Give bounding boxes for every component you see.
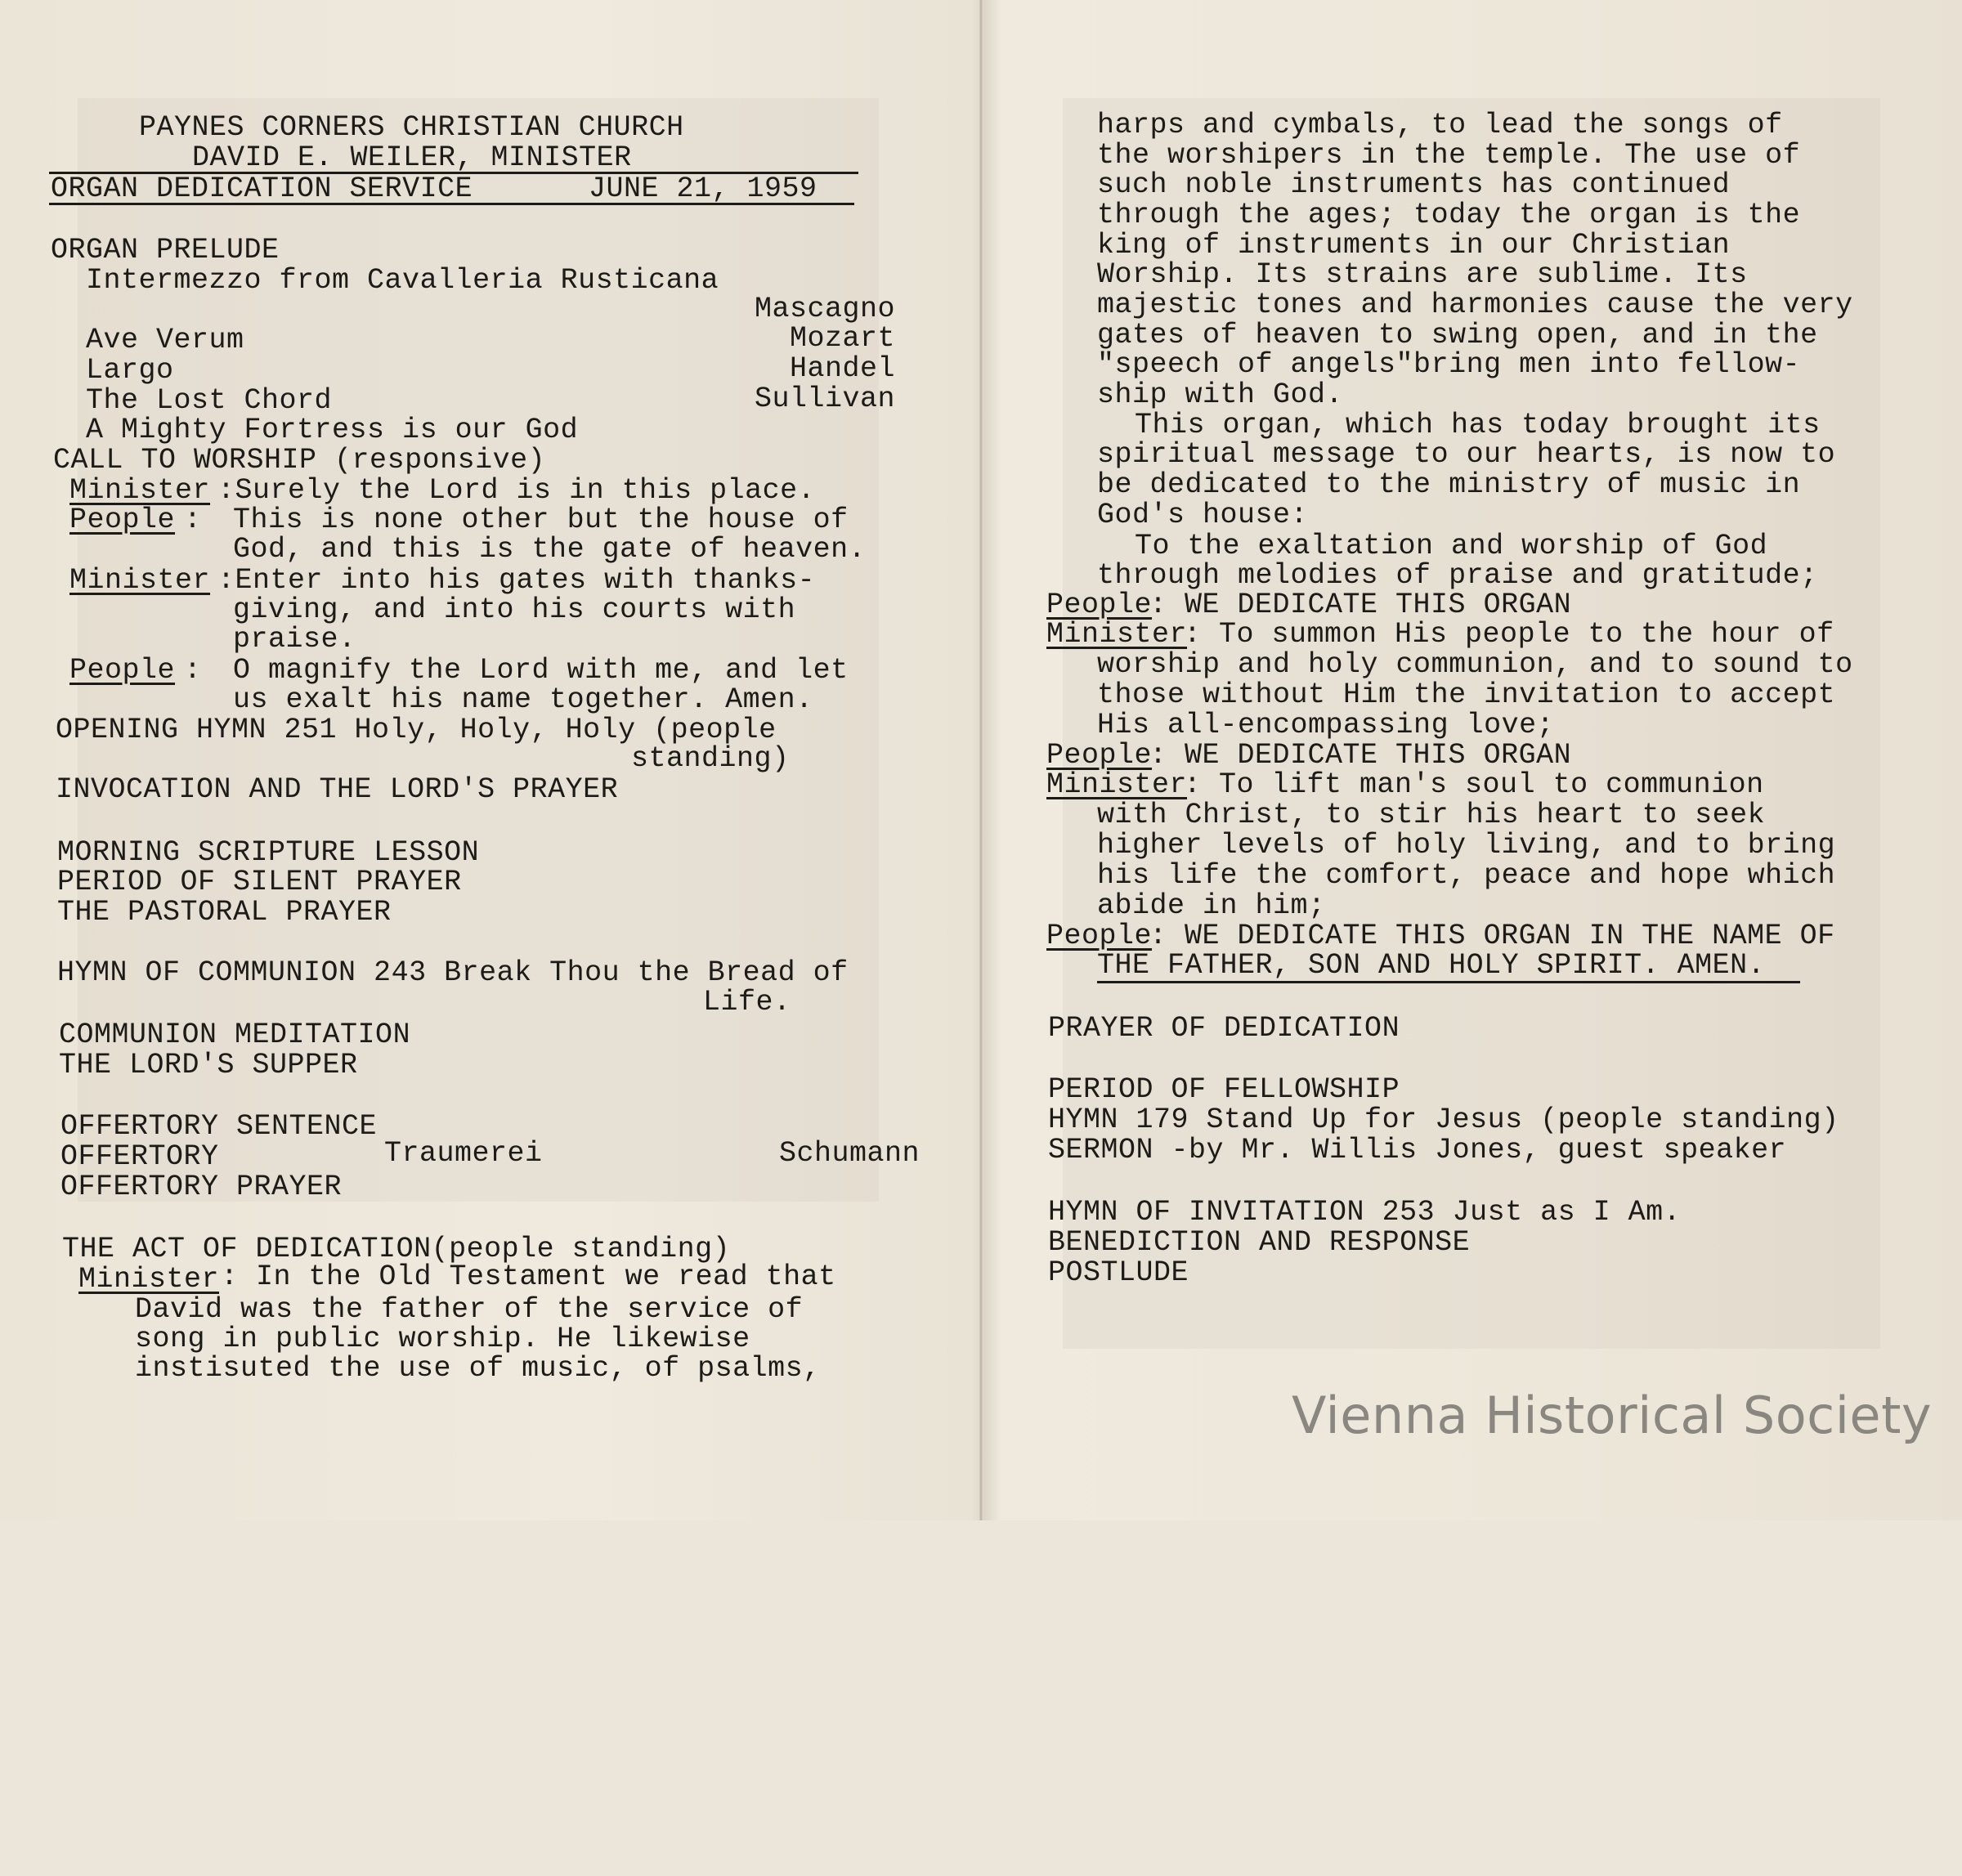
right-p2-line-3: be dedicated to the ministry of music in [1097, 468, 1801, 501]
right-minister-1-line-1: : To summon His people to the hour of [1184, 618, 1834, 651]
prelude-composer-1: Mascagno [754, 293, 895, 325]
right-minister-label-2: Minister [1046, 768, 1188, 801]
service-title: ORGAN DEDICATION SERVICE [51, 172, 473, 205]
right-p2-line-4: God's house: [1097, 499, 1309, 531]
hymn-of-invitation: HYMN OF INVITATION 253 Just as I Am. [1048, 1196, 1682, 1229]
right-people-label-1: People [1046, 589, 1153, 621]
postlude: POSTLUDE [1048, 1256, 1189, 1289]
call-people-line-1a: This is none other but the house of [233, 504, 849, 536]
right-p1-line-7: majestic tones and harmonies cause the very [1097, 289, 1853, 321]
response-3-underline [1097, 981, 1800, 983]
pastoral-prayer: THE PASTORAL PRAYER [57, 896, 392, 929]
service-date: JUNE 21, 1959 [589, 172, 818, 205]
church-name: PAYNES CORNERS CHRISTIAN CHURCH [139, 111, 684, 144]
call-people-colon-1: : [184, 504, 202, 536]
right-minister-1-line-3: those without Him the invitation to accept [1097, 678, 1836, 711]
right-minister-1-line-4: His all-encompassing love; [1097, 709, 1555, 741]
right-p1-line-10: ship with God. [1097, 378, 1344, 411]
offertory-composer: Schumann [778, 1137, 920, 1170]
right-people-label-2: People [1046, 739, 1153, 772]
call-minister-line-2b: giving, and into his courts with [233, 593, 796, 626]
prelude-piece-3: Largo [86, 354, 174, 387]
call-minister-label-2: Minister [69, 564, 211, 597]
prelude-composer-3: Handel [789, 352, 895, 385]
call-people-label-2: People [69, 654, 176, 687]
right-response-1: : WE DEDICATE THIS ORGAN [1149, 589, 1572, 621]
prelude-piece-5: A Mighty Fortress is our God [86, 414, 579, 446]
prelude-composer-4: Sullivan [754, 383, 895, 415]
right-p1-line-3: such noble instruments has continued [1097, 168, 1731, 201]
communion-meditation: COMMUNION MEDITATION [59, 1019, 411, 1051]
prelude-piece-2: Ave Verum [86, 324, 244, 356]
right-p1-line-8: gates of heaven to swing open, and in the [1097, 319, 1818, 351]
right-response-3b: THE FATHER, SON AND HOLY SPIRIT. AMEN. [1097, 949, 1766, 982]
offertory-prayer: OFFERTORY PRAYER [60, 1171, 343, 1203]
call-people-colon-2: : [184, 654, 202, 687]
prayer-of-dedication: PRAYER OF DEDICATION [1048, 1012, 1400, 1045]
right-minister-2-line-5: abide in him; [1097, 889, 1326, 922]
call-minister-line-2c: praise. [233, 623, 356, 656]
dedication-minister-label: Minister [78, 1263, 220, 1296]
right-minister-1-line-2: worship and holy communion, and to sound to [1097, 648, 1853, 681]
right-p1-line-4: through the ages; today the organ is the [1097, 199, 1801, 231]
call-minister-line-2a: :Enter into his gates with thanks- [217, 564, 816, 597]
dedication-line-4: instisuted the use of music, of psalms, [135, 1352, 821, 1385]
sermon: SERMON -by Mr. Willis Jones, guest speaker [1048, 1134, 1787, 1166]
period-of-fellowship: PERIOD OF FELLOWSHIP [1048, 1073, 1400, 1106]
prelude-piece-1: Intermezzo from Cavalleria Rusticana [86, 264, 719, 297]
call-people-label-1: People [69, 504, 176, 536]
dedication-title: THE ACT OF DEDICATION(people standing) [62, 1233, 731, 1265]
minister-name: DAVID E. WEILER, MINISTER [192, 141, 632, 174]
prelude-title: ORGAN PRELUDE [51, 234, 280, 266]
silent-prayer: PERIOD OF SILENT PRAYER [57, 866, 462, 898]
right-minister-2-line-2: with Christ, to stir his heart to seek [1097, 799, 1766, 831]
right-minister-2-line-3: higher levels of holy living, and to bring [1097, 829, 1836, 862]
right-people-label-3: People [1046, 920, 1153, 952]
right-p1-line-6: Worship. Its strains are sublime. Its [1097, 258, 1748, 291]
right-page [1046, 0, 1954, 1520]
right-minister-2-line-4: his life the comfort, peace and hope which [1097, 859, 1836, 892]
lords-supper: THE LORD'S SUPPER [59, 1049, 358, 1081]
communion-hymn-line-1: HYMN OF COMMUNION 243 Break Thou the Bread of [57, 956, 849, 989]
call-people-line-1b: God, and this is the gate of heaven. [233, 533, 867, 566]
offertory-piece: Traumerei [384, 1137, 543, 1170]
offertory-label: OFFERTORY [60, 1140, 219, 1173]
right-p3-line-2: through melodies of praise and gratitude; [1097, 559, 1818, 592]
opening-hymn-line-1: OPENING HYMN 251 Holy, Holy, Holy (people [56, 714, 777, 746]
call-people-line-2b: us exalt his name together. Amen. [233, 683, 813, 716]
dedication-line-1: : In the Old Testament we read that [221, 1260, 836, 1293]
right-p2-line-1: This organ, which has today brought its [1135, 409, 1821, 441]
hymn-179: HYMN 179 Stand Up for Jesus (people standing) [1048, 1104, 1839, 1136]
prelude-piece-4: The Lost Chord [86, 384, 333, 417]
right-p2-line-2: spiritual message to our hearts, is now to [1097, 438, 1836, 471]
right-response-2: : WE DEDICATE THIS ORGAN [1149, 739, 1572, 772]
dedication-line-3: song in public worship. He likewise [135, 1323, 750, 1355]
communion-hymn-line-2: Life. [703, 986, 791, 1019]
center-fold [979, 0, 983, 1520]
invocation: INVOCATION AND THE LORD'S PRAYER [56, 773, 619, 806]
right-p1-line-1: harps and cymbals, to lead the songs of [1097, 109, 1783, 141]
dedication-line-2: David was the father of the service of [135, 1293, 804, 1326]
prelude-composer-2: Mozart [789, 322, 895, 355]
call-title: CALL TO WORSHIP (responsive) [53, 444, 546, 477]
right-minister-2-line-1: : To lift man's soul to communion [1184, 768, 1764, 801]
offertory-sentence: OFFERTORY SENTENCE [60, 1110, 378, 1143]
left-page [49, 0, 965, 1520]
call-people-line-2a: O magnify the Lord with me, and let [233, 654, 849, 687]
right-p1-line-5: king of instruments in our Christian [1097, 229, 1731, 262]
watermark-vienna-historical-society: Vienna Historical Society [1292, 1386, 1933, 1445]
call-minister-line-1: :Surely the Lord is in this place. [217, 474, 816, 507]
right-response-3a: : WE DEDICATE THIS ORGAN IN THE NAME OF [1149, 920, 1835, 952]
scripture-lesson: MORNING SCRIPTURE LESSON [57, 836, 480, 869]
right-p1-line-2: the worshipers in the temple. The use of [1097, 139, 1801, 172]
opening-hymn-line-2: standing) [631, 742, 790, 775]
right-p1-line-9: "speech of angels"bring men into fellow- [1097, 348, 1801, 381]
header-rule-bottom [49, 203, 854, 205]
benediction: BENEDICTION AND RESPONSE [1048, 1226, 1471, 1259]
right-minister-label-1: Minister [1046, 618, 1188, 651]
call-minister-label-1: Minister [69, 474, 211, 507]
right-p3-line-1: To the exaltation and worship of God [1135, 530, 1768, 562]
